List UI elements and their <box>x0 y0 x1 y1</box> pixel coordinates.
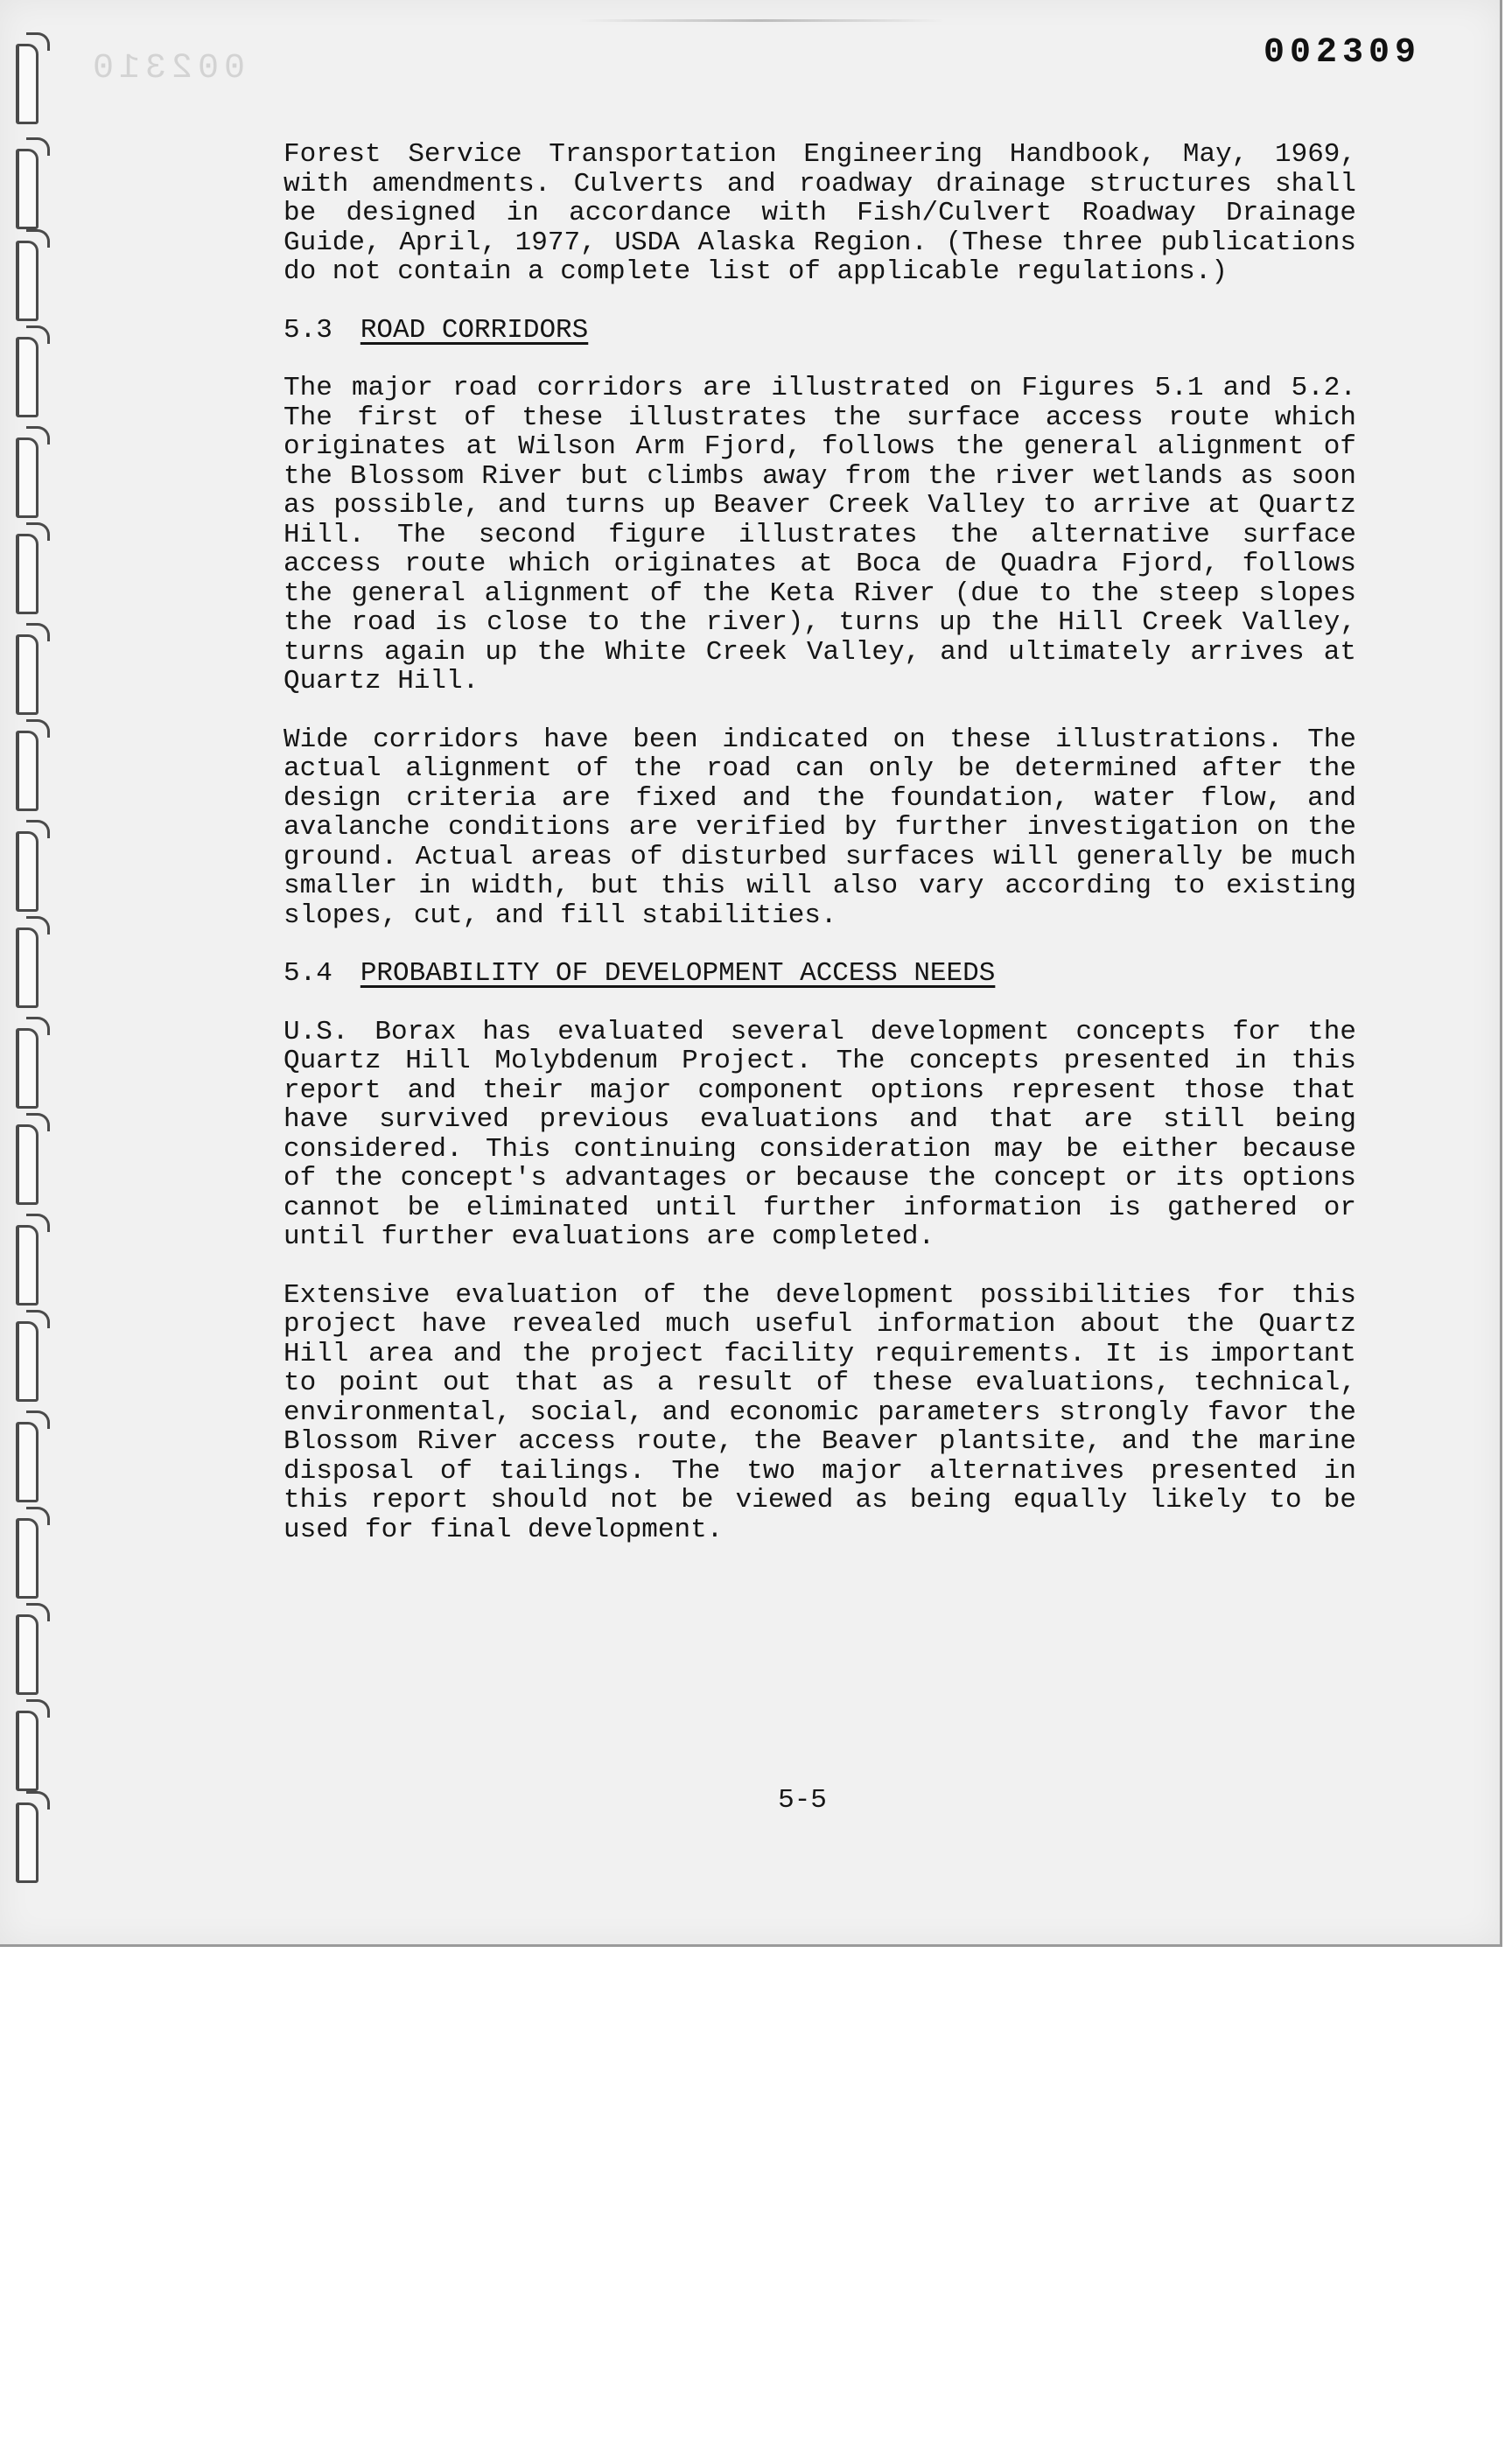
section-title: PROBABILITY OF DEVELOPMENT ACCESS NEEDS <box>360 958 996 989</box>
binding-ring-icon <box>16 1225 38 1306</box>
binding-ring-icon <box>16 534 38 614</box>
paragraph: U.S. Borax has evaluated several development concepts for the Quartz Hill Molybdenum Project. The concepts presented in this report and their major component options represent those that have survived previous evaluations and that are still being considered. This continuing consideration may be either because of the concept's advantages or because the concept or its options cannot be eliminated until further information is gathered or until further evaluations are completed. <box>284 1016 1356 1252</box>
paragraph: The major road corridors are illustrated on Figures 5.1 and 5.2. The first of these illustrates the surface access route which originates at Wilson Arm Fjord, follows the general alignment of the Blossom River but climbs away from the river wetlands as soon as possible, and turns up Beaver Creek Valley to arrive at Quartz Hill. The second figure illustrates the alternative surface access route which originates at Boca de Quadra Fjord, follows the general alignment of the Keta River (due to the steep slopes the road is close to the river), turns up the Hill Creek Valley, turns again up the White Creek Valley, and ultimately arrives at Quartz Hill. <box>284 373 1356 696</box>
page-edge-shadow <box>578 19 945 22</box>
binding-ring-icon <box>16 831 38 912</box>
paragraph: Wide corridors have been indicated on these illustrations. The actual alignment of the road can only be determined after the design criteria are fixed and the foundation, water flow, and avalanche conditions are verified by further investigation on the ground. Actual areas of disturbed surfaces will generally be much smaller in width, but this will also vary according to existing slopes, cut, and fill stabilities. <box>284 724 1356 931</box>
section-title: ROAD CORRIDORS <box>360 314 589 346</box>
document-body <box>284 140 1356 1544</box>
intro-paragraph: Forest Service Transportation Engineering Handbook, May, 1969, with amendments. Culverts and roadway drainage structures shall be designed in accordance with Fish/Culvert Roadway Drainage Guide, April, 1977, USDA Alaska Region. (These three publications do not contain a complete list of applicable regulations.) <box>284 139 1356 287</box>
binding-ring-icon <box>16 44 38 124</box>
paragraph: Extensive evaluation of the development possibilities for this project have revealed much useful information about the Quartz Hill area and the project facility requirements. It is important to point out that as a result of these evaluations, technical, environmental, social, and economic parameters strongly favor the Blossom River access route, the Beaver plantsite, and the marine disposal of tailings. The two major alternatives presented in this report should not be viewed as being equally likely to be used for final development. <box>284 1279 1356 1545</box>
binding-ring-icon <box>16 241 38 321</box>
binding-ring-icon <box>16 1422 38 1502</box>
page-number: 5-5 <box>778 1785 827 1816</box>
section-heading <box>284 959 1356 989</box>
binding-ring-icon <box>16 1028 38 1109</box>
binding-ring-icon <box>16 1711 38 1791</box>
spiral-binding <box>0 26 61 1881</box>
section-heading <box>284 316 1356 346</box>
section-number: 5.3 <box>284 314 332 346</box>
binding-ring-icon <box>16 1518 38 1599</box>
binding-ring-icon <box>16 928 38 1008</box>
binding-ring-icon <box>16 1124 38 1205</box>
binding-ring-icon <box>16 634 38 715</box>
bleed-through-number: 002310 <box>88 49 246 88</box>
binding-ring-icon <box>16 337 38 417</box>
section-number: 5.4 <box>284 958 332 989</box>
document-number: 002309 <box>1263 33 1421 73</box>
binding-ring-icon <box>16 149 38 229</box>
binding-ring-icon <box>16 1321 38 1402</box>
binding-ring-icon <box>16 1614 38 1695</box>
binding-ring-icon <box>16 731 38 811</box>
binding-ring-icon <box>16 438 38 518</box>
